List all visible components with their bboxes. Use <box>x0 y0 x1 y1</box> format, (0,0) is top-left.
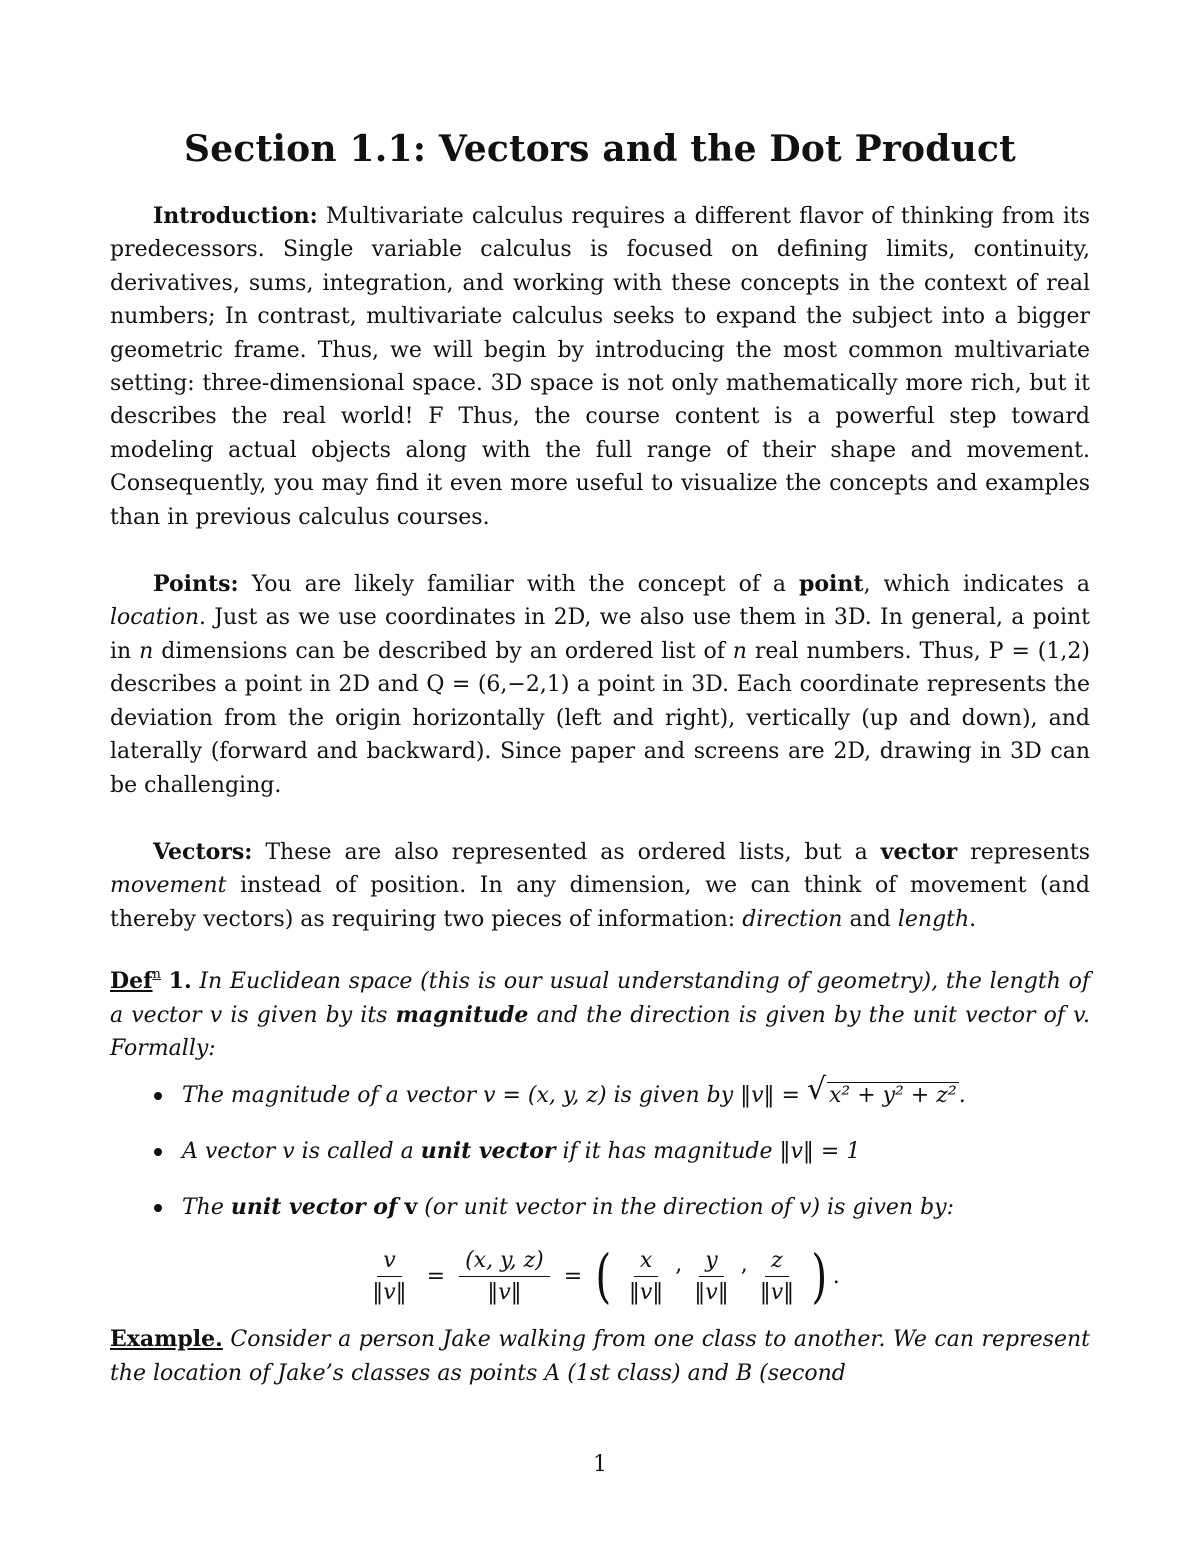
vectors-emphasis: movement <box>110 873 227 899</box>
vectors-paragraph <box>110 836 1090 936</box>
points-text: real numbers. Thus, <box>754 638 981 664</box>
vectors-emphasis: length <box>897 906 970 932</box>
example-paragraph <box>110 1323 1090 1390</box>
math-var: n <box>139 638 154 664</box>
definition-paragraph <box>110 958 1090 1065</box>
definition-list <box>110 1079 1090 1224</box>
vectors-heading: Vectors: <box>153 838 253 865</box>
fraction-numerator: v <box>377 1248 401 1277</box>
bullet-text: The <box>182 1195 224 1221</box>
math-point-p: P = (1,2) <box>988 638 1090 664</box>
points-text: . Just as we use coordinates in 2D, we also use them in 3D. In general, a point in <box>110 605 1090 664</box>
bullet-text: A vector v is called a <box>182 1139 414 1165</box>
document-page <box>110 128 1090 1390</box>
bullet-text: The magnitude of a vector v = (x, y, z) is given by ‖v‖ = <box>182 1083 800 1109</box>
points-emphasis: location <box>110 605 200 631</box>
fraction-denominator: ‖v‖ <box>372 1279 407 1305</box>
points-text: dimensions can be described by an ordered list of <box>161 638 725 664</box>
points-paragraph <box>110 568 1090 802</box>
left-paren: ( <box>595 1242 612 1311</box>
fraction <box>459 1248 550 1305</box>
vectors-text: and <box>849 906 891 932</box>
fraction-denominator: ‖v‖ <box>759 1279 795 1305</box>
fraction-numerator: y <box>699 1248 723 1277</box>
vectors-text: These are also represented as ordered lists, but a <box>265 839 868 865</box>
fraction-denominator: ‖v‖ <box>487 1279 522 1305</box>
unit-vector-formula <box>110 1242 1090 1311</box>
vectors-text: represents <box>970 839 1091 865</box>
bullet-term-v: v <box>404 1194 418 1221</box>
fraction-numerator: (x, y, z) <box>459 1248 550 1277</box>
fraction-numerator: z <box>765 1248 789 1277</box>
vectors-term: vector <box>880 838 958 865</box>
list-item <box>110 1191 1090 1224</box>
sqrt-expression <box>807 1079 959 1112</box>
page-number: 1 <box>593 1452 607 1477</box>
math-var: n <box>732 638 747 664</box>
definition-number: 1. <box>168 968 192 995</box>
example-label: Example. <box>110 1326 223 1353</box>
equals-sign: = <box>426 1263 446 1289</box>
period: . <box>832 1263 840 1289</box>
points-text: describes a point in 2D and <box>110 672 419 698</box>
comma: , <box>740 1252 748 1278</box>
intro-paragraph <box>110 200 1090 534</box>
fraction <box>754 1248 800 1305</box>
vectors-emphasis: direction <box>742 906 843 932</box>
definition-text: In Euclidean space (this is our usual understanding of geometry), the length of a vector v is given by its <box>110 969 1090 1028</box>
bullet-term: unit vector of <box>230 1194 398 1221</box>
points-term: point <box>799 571 864 598</box>
definition-label: Def <box>110 968 153 995</box>
vectors-text: . <box>969 906 977 932</box>
sqrt-radicand: x² + y² + z² <box>828 1083 957 1109</box>
intro-text: Multivariate calculus requires a different flavor of thinking from its predecessors. Single variable calculus is focused on defining limits, continuity, derivatives, sums, integration, and working with these concepts in the context of real numbers; In contrast, multivariate calculus seeks to expand the subject into a bigger geometric frame. Thus, we will begin by introducing the most common multivariate setting: three-dimensional space. 3D space is not only mathematically more rich, but it describes the real world! F Thus, the course content is a powerful step toward modeling actual objects along with the full range of their shape and movement. Consequently, you may find it even more useful to visualize the concepts and examples than in previous calculus courses. <box>110 204 1090 530</box>
bullet-text: (or unit vector in the direction of v) is given by: <box>424 1195 955 1221</box>
math-point-q: Q = (6,−2,1) <box>426 672 570 698</box>
comma: , <box>675 1252 683 1278</box>
fraction <box>366 1248 412 1305</box>
definition-text: and the direction is given by the unit vector of v. Formally: <box>110 1002 1090 1061</box>
bullet-text: if it has magnitude ‖v‖ = 1 <box>562 1139 861 1165</box>
points-text: a point in 3D. Each coordinate represents the deviation from the origin horizontally (left and right), vertically (up and down), and laterally (forward and backward). Since paper and screens are 2D, drawing in 3D can be challenging. <box>110 672 1090 798</box>
fraction <box>688 1248 734 1305</box>
points-text: , which indicates a <box>863 572 1090 598</box>
example-text: Consider a person Jake walking from one class to another. We can represent the location of Jake’s classes as points A (1st class) and B (second <box>110 1327 1090 1386</box>
equals-sign: = <box>563 1263 583 1289</box>
fraction <box>623 1248 669 1305</box>
fraction-numerator: x <box>634 1248 658 1277</box>
vectors-text: instead of position. In any dimension, we can think of movement (and thereby vectors) as requiring two pieces of information: <box>110 873 1090 932</box>
right-paren: ) <box>811 1242 828 1311</box>
list-item <box>110 1079 1090 1112</box>
definition-sup: n <box>152 967 161 983</box>
section-title: Section 1.1: Vectors and the Dot Product <box>184 128 1016 170</box>
fraction-denominator: ‖v‖ <box>628 1279 664 1305</box>
definition-term: magnitude <box>395 1001 529 1028</box>
list-item <box>110 1135 1090 1168</box>
points-heading: Points: <box>153 571 239 598</box>
bullet-term: unit vector <box>420 1138 556 1165</box>
bullet-text: . <box>958 1083 966 1109</box>
intro-heading: Introduction: <box>153 203 318 229</box>
fraction-denominator: ‖v‖ <box>694 1279 729 1305</box>
points-text: You are likely familiar with the concept of a <box>251 572 787 598</box>
